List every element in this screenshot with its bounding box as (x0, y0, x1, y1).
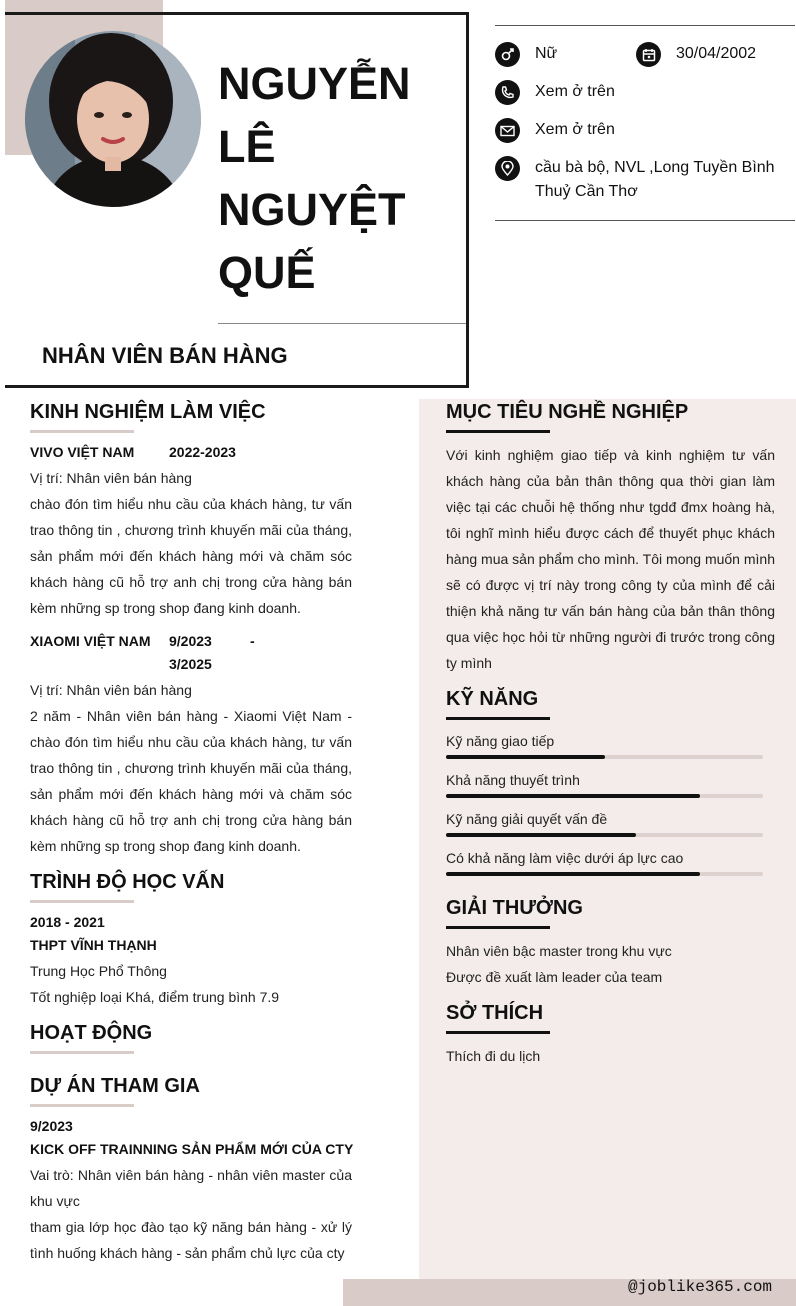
education-level: Trung Học Phổ Thông (30, 963, 167, 979)
skills-heading: KỸ NĂNG (446, 688, 539, 710)
job-period-end: 3/2025 (169, 656, 212, 672)
skill-bar (446, 833, 763, 837)
objective-underline (446, 430, 550, 433)
email-value: Xem ở trên (535, 121, 615, 138)
contact-address (495, 156, 785, 204)
address-value: cầu bà bộ, NVL ,Long Tuyền Bình Thuỷ Cần Thơ (535, 159, 775, 200)
education-result: Tốt nghiệp loại Khá, điểm trung bình 7.9 (30, 989, 280, 1005)
hobby-text: Thích đi du lịch (446, 1048, 541, 1064)
projects-underline (30, 1104, 134, 1107)
project-date: 9/2023 (30, 1118, 73, 1134)
skill-label: Kỹ năng giao tiếp (446, 733, 555, 749)
award-item: Được đề xuất làm leader của team (446, 969, 663, 985)
skill-bar (446, 794, 763, 798)
education-heading: TRÌNH ĐỘ HỌC VẤN (30, 871, 225, 893)
award-item: Nhân viên bậc master trong khu vực (446, 943, 672, 959)
job-position: Vị trí: Nhân viên bán hàng (30, 470, 192, 486)
job-title: NHÂN VIÊN BÁN HÀNG (42, 343, 288, 368)
email-icon (495, 118, 520, 143)
experience-heading: KINH NGHIỆM LÀM VIỆC (30, 401, 266, 423)
skill-label: Khả năng thuyết trình (446, 772, 580, 788)
objective-heading: MỤC TIÊU NGHỀ NGHIỆP (446, 401, 689, 423)
calendar-icon (636, 42, 661, 67)
name-line: LÊ (218, 121, 276, 172)
education-underline (30, 900, 134, 903)
contact-email (495, 118, 615, 143)
job-company: VIVO VIỆT NAM (30, 444, 135, 460)
gender-icon (495, 42, 520, 67)
skill-bar-fill (446, 833, 636, 837)
location-pin-icon (495, 156, 520, 181)
skill-label: Có khả năng làm việc dưới áp lực cao (446, 850, 684, 866)
job-company: XIAOMI VIỆT NAM (30, 633, 151, 649)
gender-value: Nữ (535, 45, 558, 62)
name-line: NGUYỆT (218, 184, 406, 235)
activities-heading: HOẠT ĐỘNG (30, 1022, 153, 1044)
objective-text: Với kinh nghiệm giao tiếp và kinh nghiệm tư vấn khách hàng của bản thân thông qua thời gian làm việc tại các chuỗi hệ thống như tgdđ đmx hoàng hà, tôi nghĩ mình hiểu được cách để thuyết phục khách hàng mua sản phẩm cho mình. Tôi mong muốn mình sẽ có được vị trí này trong công ty của mình để cải thiện khả năng tư vấn bán hàng của bản thân thông qua việc học hỏi từ những người đi trước trong công ty mình (446, 447, 775, 671)
awards-underline (446, 926, 550, 929)
projects-heading: DỰ ÁN THAM GIA (30, 1075, 200, 1097)
contact-gender (495, 42, 557, 67)
skill-bar-fill (446, 872, 700, 876)
skill-bar-fill (446, 794, 700, 798)
job-description: chào đón tìm hiểu nhu cầu của khách hàng, tư vấn trao thông tin , chương trình khuyến mãi của tháng, sản phẩm mới đến khách hàng mới và chăm sóc khách hàng cũ hỗ trợ anh chị trong cửa hàng bán kèm những sp trong shop đang kinh doanh. (30, 496, 352, 616)
footer-brand: @joblike365.com (628, 1278, 773, 1296)
phone-value: Xem ở trên (535, 83, 615, 100)
education-period: 2018 - 2021 (30, 914, 105, 930)
contact-birthdate (636, 42, 756, 67)
skill-bar (446, 755, 763, 759)
experience-underline (30, 430, 134, 433)
avatar (25, 31, 201, 207)
hobbies-underline (446, 1031, 550, 1034)
name-line: QUẾ (218, 247, 316, 298)
full-name (218, 52, 458, 304)
skill-bar-fill (446, 755, 605, 759)
contact-divider-top (495, 25, 795, 26)
job-period-dash: - (250, 633, 255, 649)
name-divider (218, 323, 466, 324)
hobbies-heading: SỞ THÍCH (446, 1002, 544, 1024)
birthdate-value: 30/04/2002 (676, 45, 757, 62)
job-period-start: 9/2023 (169, 633, 212, 649)
skills-underline (446, 717, 550, 720)
phone-icon (495, 80, 520, 105)
job-position: Vị trí: Nhân viên bán hàng (30, 682, 192, 698)
name-line: NGUYỄN (218, 58, 411, 109)
project-description: tham gia lớp học đào tạo kỹ năng bán hàng - xử lý tình huống khách hàng - sản phẩm chủ lực của cty (30, 1219, 352, 1261)
contact-phone (495, 80, 615, 105)
activities-underline (30, 1051, 134, 1054)
contact-divider-bottom (495, 220, 795, 221)
job-period: 2022-2023 (169, 444, 236, 460)
awards-heading: GIẢI THƯỞNG (446, 897, 583, 919)
skill-label: Kỹ năng giải quyết vấn đề (446, 811, 608, 827)
education-school: THPT VĨNH THẠNH (30, 937, 157, 953)
project-role: Vai trò: Nhân viên bán hàng - nhân viên master của khu vực (30, 1167, 352, 1209)
job-description: 2 năm - Nhân viên bán hàng - Xiaomi Việt Nam - chào đón tìm hiểu nhu cầu của khách hàng, tư vấn trao thông tin , chương trình khuyến mãi của tháng, sản phẩm mới đến khách hàng mới và chăm sóc khách hàng cũ hỗ trợ anh chị trong cửa hàng bán kèm những sp trong shop đang kinh doanh. (30, 708, 352, 854)
project-name: KICK OFF TRAINNING SẢN PHẨM MỚI CỦA CTY (30, 1141, 354, 1157)
skill-bar (446, 872, 763, 876)
